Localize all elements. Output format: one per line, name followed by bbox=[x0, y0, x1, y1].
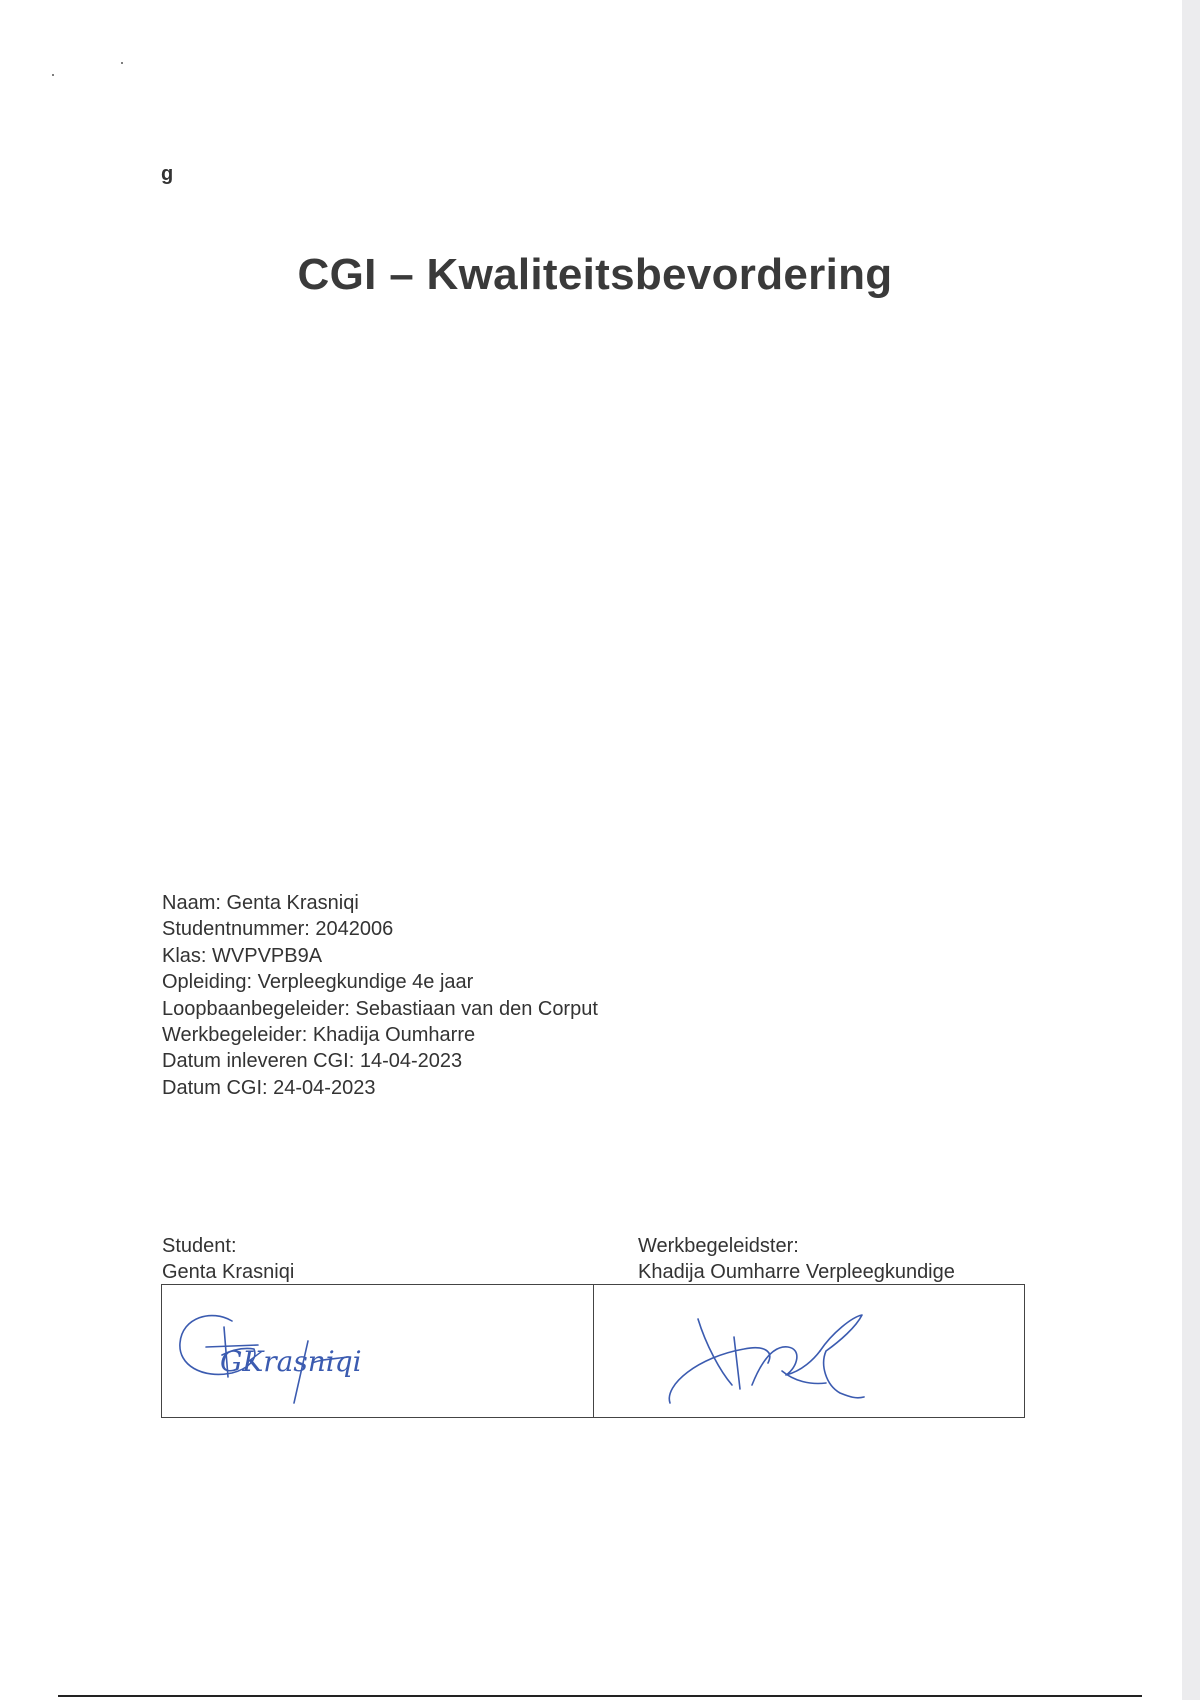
mentor-name: Khadija Oumharre Verpleegkundige bbox=[638, 1261, 955, 1283]
student-label: Student: bbox=[162, 1235, 237, 1257]
detail-submission-date: Datum inleveren CGI: 14-04-2023 bbox=[162, 1050, 463, 1073]
corner-mark: g bbox=[161, 163, 174, 185]
detail-career-advisor: Loopbaanbegeleider: Sebastiaan van den Corput bbox=[162, 997, 598, 1020]
mentor-label: Werkbegeleidster: bbox=[638, 1235, 799, 1257]
student-signature-label-block bbox=[162, 1233, 294, 1285]
mentor-signature-cell bbox=[593, 1285, 1025, 1417]
detail-class: Klas: WVPVPB9A bbox=[162, 944, 323, 967]
detail-program: Opleiding: Verpleegkundige 4e jaar bbox=[162, 971, 474, 994]
detail-student-number: Studentnummer: 2042006 bbox=[162, 918, 394, 941]
detail-cgi-date: Datum CGI: 24-04-2023 bbox=[162, 1076, 376, 1099]
mentor-signature bbox=[594, 1285, 1024, 1416]
signature-table bbox=[161, 1284, 1025, 1418]
svg-text:GKrasniqi: GKrasniqi bbox=[220, 1345, 362, 1378]
scan-speck bbox=[121, 62, 123, 64]
mentor-signature-label-block bbox=[638, 1233, 955, 1285]
student-details bbox=[162, 890, 598, 1101]
bottom-rule bbox=[58, 1695, 1142, 1697]
document-title: CGI – Kwaliteitsbevordering bbox=[297, 250, 893, 299]
detail-work-supervisor: Werkbegeleider: Khadija Oumharre bbox=[162, 1024, 476, 1047]
student-signature-cell bbox=[162, 1285, 593, 1417]
scan-speck bbox=[52, 74, 54, 76]
student-signature bbox=[162, 1285, 592, 1416]
student-name: Genta Krasniqi bbox=[162, 1261, 295, 1283]
detail-name: Naam: Genta Krasniqi bbox=[162, 892, 359, 914]
